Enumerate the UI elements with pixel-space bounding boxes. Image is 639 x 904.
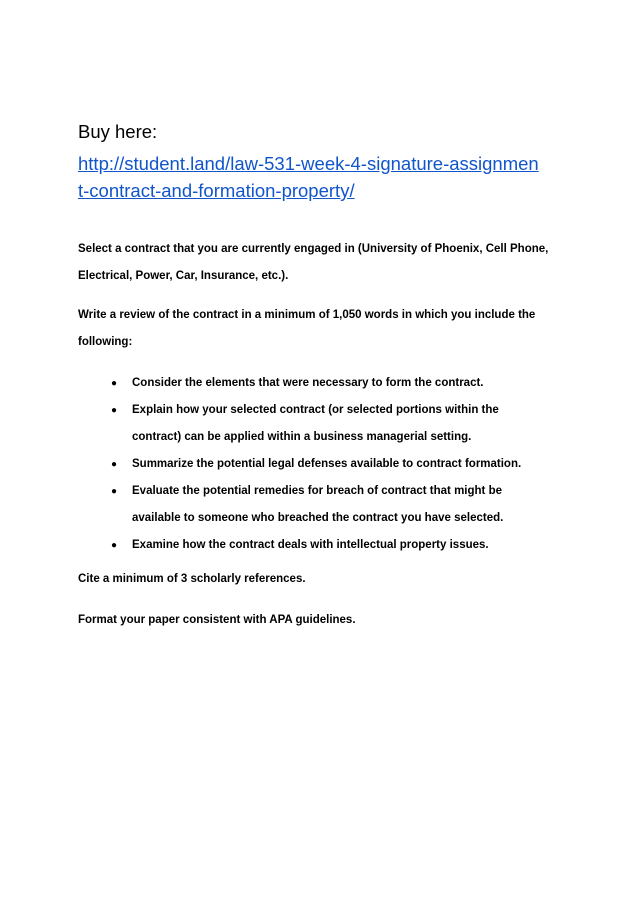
cite-references-text: Cite a minimum of 3 scholarly references.: [78, 573, 306, 585]
format-paper-paragraph: [78, 607, 578, 634]
purchase-link-line-1[interactable]: http://student.land/law-531-week-4-signature-assignmen: [78, 153, 539, 174]
list-item-text: Evaluate the potential remedies for breach of contract that might be: [132, 485, 502, 497]
list-item: [110, 451, 570, 478]
write-review-line-1: Write a review of the contract in a minimum of 1,050 words in which you include the: [78, 309, 536, 321]
purchase-link-line-2[interactable]: t-contract-and-formation-property/: [78, 180, 355, 201]
bullet-icon: ●: [111, 459, 118, 470]
select-contract-paragraph: [78, 236, 578, 290]
purchase-link[interactable]: [78, 150, 568, 204]
list-item: [110, 397, 570, 451]
buy-here-label: Buy here:: [78, 121, 158, 142]
list-item-text-continued: contract) can be applied within a business managerial setting.: [132, 431, 472, 443]
bullet-icon: ●: [111, 486, 118, 497]
bullet-icon: ●: [111, 378, 118, 389]
select-contract-line-2: Electrical, Power, Car, Insurance, etc.).: [78, 270, 289, 282]
list-item-text: Consider the elements that were necessary to form the contract.: [132, 377, 484, 389]
list-item: [110, 478, 570, 532]
select-contract-line-1: Select a contract that you are currently engaged in (University of Phoenix, Cell Phone,: [78, 243, 549, 255]
bullet-icon: ●: [111, 540, 118, 551]
list-item-text-continued: available to someone who breached the contract you have selected.: [132, 512, 504, 524]
cite-references-paragraph: [78, 566, 578, 593]
list-item-text: Explain how your selected contract (or selected portions within the: [132, 404, 499, 416]
write-review-paragraph: [78, 302, 578, 356]
list-item: [110, 370, 570, 397]
format-paper-text: Format your paper consistent with APA guidelines.: [78, 614, 356, 626]
requirements-list: [110, 370, 570, 559]
list-item: [110, 532, 570, 559]
list-item-text: Summarize the potential legal defenses available to contract formation.: [132, 458, 522, 470]
write-review-line-2: following:: [78, 336, 133, 348]
bullet-icon: ●: [111, 405, 118, 416]
list-item-text: Examine how the contract deals with intellectual property issues.: [132, 539, 489, 551]
